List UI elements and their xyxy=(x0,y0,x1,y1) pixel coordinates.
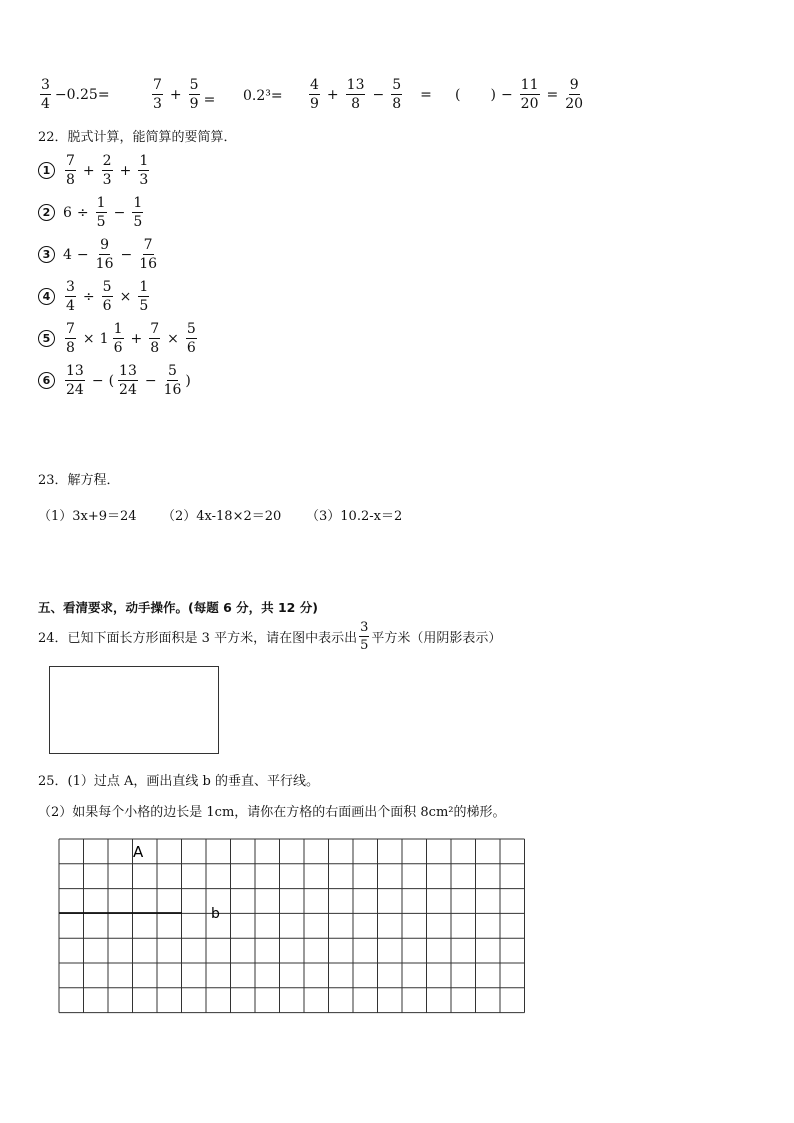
fraction: $\frac{1}{3}$ xyxy=(139,153,149,188)
item-number: 3 xyxy=(38,246,55,263)
point-a-label: A xyxy=(133,843,144,861)
operator: = xyxy=(420,86,432,103)
fraction: $\frac{2}{3}$ xyxy=(102,153,112,188)
fraction: $\frac{13}{24}$ xyxy=(66,363,84,398)
fraction: $\frac{7}{8}$ xyxy=(66,321,75,356)
operator: − xyxy=(91,372,104,389)
expr-text: ( xyxy=(108,372,115,389)
expr-text: −0.25= xyxy=(54,86,110,103)
fraction: $\frac{3}{5}$ xyxy=(360,620,369,653)
item-number: 4 xyxy=(38,288,55,305)
operator: − xyxy=(120,246,133,263)
fraction: $\frac{9}{16}$ xyxy=(95,237,114,272)
operator: − xyxy=(76,246,89,263)
operator: + xyxy=(82,162,95,179)
grid-lines xyxy=(59,839,525,1013)
item-number: 5 xyxy=(38,330,55,347)
fraction: $\frac{5}{16}$ xyxy=(163,363,182,398)
paren-left: ( xyxy=(455,86,461,103)
section5-title: 五、看清要求，动手操作。(每题 6 分，共 12 分) xyxy=(38,600,318,615)
fraction: $\frac{5}{6}$ xyxy=(102,279,112,314)
operator: ÷ xyxy=(76,204,89,221)
operator: − xyxy=(144,372,157,389)
operator: − xyxy=(372,86,385,103)
item-number: 6 xyxy=(38,372,55,389)
line-b-label: b xyxy=(211,906,220,922)
expr-text: 0.2³= xyxy=(243,88,283,104)
expr-text: 4 xyxy=(63,246,72,263)
fraction: $\frac{5}{9}$ xyxy=(189,77,199,112)
q23-equation-1: （1）3x+9＝24 xyxy=(38,509,137,524)
operator: × xyxy=(119,288,132,305)
paren-right: ) xyxy=(490,86,496,103)
q25-line-1: 25．(1）过点 A，画出直线 b 的垂直、平行线。 xyxy=(38,774,319,789)
fraction: $\frac{1}{5}$ xyxy=(133,195,143,230)
fraction: $\frac{5}{6}$ xyxy=(186,321,196,356)
operator: = xyxy=(546,86,559,103)
q23-equation-2: （2）4x-18×2＝20 xyxy=(162,509,282,524)
fraction: $\frac{7}{8}$ xyxy=(66,153,75,188)
operator: ÷ xyxy=(82,288,95,305)
fraction: $\frac{13}{8}$ xyxy=(346,77,365,112)
q23-equation-3: （3）10.2-x＝2 xyxy=(306,509,403,524)
fraction: $\frac{11}{20}$ xyxy=(520,77,539,112)
operator: + xyxy=(130,330,143,347)
fraction: $\frac{3}{4}$ xyxy=(41,77,50,112)
fraction: $\frac{4}{9}$ xyxy=(310,77,319,112)
operator: + xyxy=(326,86,339,103)
fraction: $\frac{9}{20}$ xyxy=(565,77,584,112)
fraction: $\frac{7}{3}$ xyxy=(153,77,162,112)
expr-text: 6 xyxy=(63,204,72,221)
fraction: $\frac{1}{5}$ xyxy=(139,279,149,314)
q24-text-after: 平方米（用阴影表示） xyxy=(371,631,502,646)
operator: × xyxy=(167,330,179,347)
q22-title: 22．脱式计算，能简算的要简算． xyxy=(38,130,237,145)
expr-text: ) xyxy=(185,372,191,389)
operator: = xyxy=(203,91,216,108)
fraction: $\frac{7}{8}$ xyxy=(150,321,160,356)
q25-line-2: （2）如果每个小格的边长是 1cm，请你在方格的右面画出个面积 8cm²的梯形。 xyxy=(38,805,506,820)
operator: − xyxy=(113,204,126,221)
operator: + xyxy=(119,162,132,179)
fraction: $\frac{3}{4}$ xyxy=(66,279,75,314)
expr-text: 1 xyxy=(99,330,109,347)
q24-text-before: 24．已知下面长方形面积是 3 平方米，请在图中表示出 xyxy=(38,631,358,646)
operator: + xyxy=(169,86,182,103)
item-number: 2 xyxy=(38,204,55,221)
operator: − xyxy=(500,86,513,103)
fraction: $\frac{1}{6}$ xyxy=(113,321,123,356)
operator: × xyxy=(82,330,95,347)
q23-title: 23．解方程． xyxy=(38,473,120,488)
fraction: $\frac{1}{5}$ xyxy=(96,195,106,230)
fraction: $\frac{5}{8}$ xyxy=(392,77,402,112)
item-number: 1 xyxy=(38,162,55,179)
fraction: $\frac{13}{24}$ xyxy=(119,363,137,398)
fraction: $\frac{7}{16}$ xyxy=(139,237,158,272)
